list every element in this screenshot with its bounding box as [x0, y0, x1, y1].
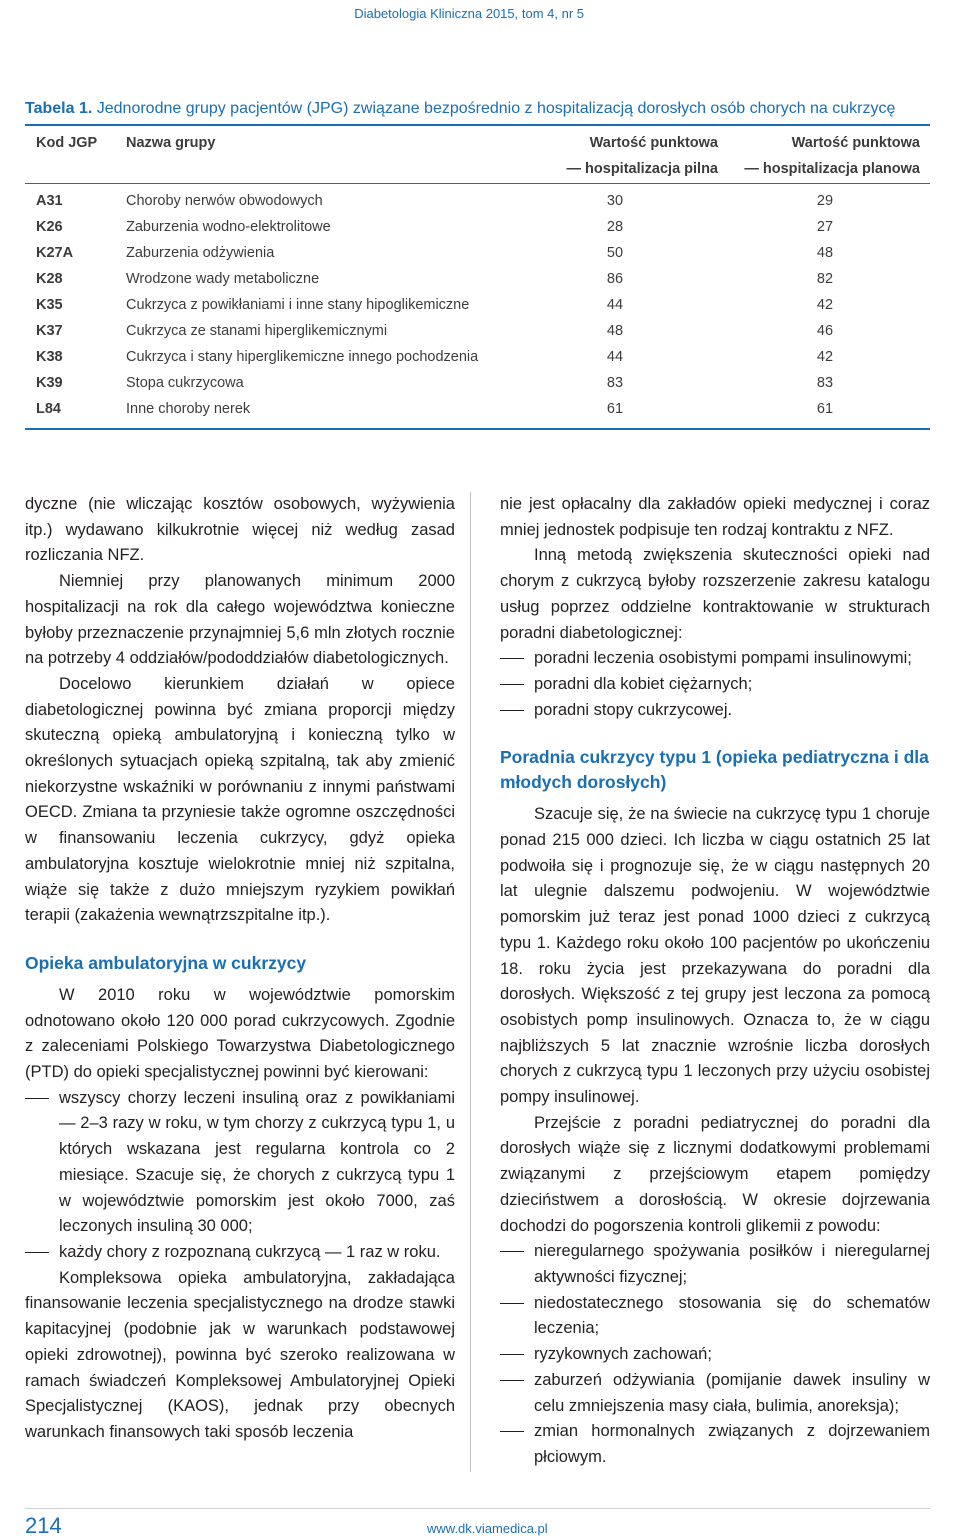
row-code: A31: [36, 193, 63, 209]
row-urgent: 44: [606, 297, 624, 313]
list-item-text: poradni leczenia osobistymi pompami insulinowymi;: [534, 649, 912, 668]
row-code: L84: [36, 401, 61, 417]
row-code: K28: [36, 271, 63, 287]
paragraph: Inną metodą zwiększenia skuteczności opieki nad chorym z cukrzycą byłoby rozszerzenie zakresu katalogu usług poprzez oddzielne kontraktowanie w strukturach poradni diabetologicznej:: [500, 546, 930, 642]
dash-icon: [500, 684, 524, 685]
list-item: [500, 1239, 930, 1290]
table-row: [25, 349, 930, 375]
row-name: Zaburzenia wodno-elektrolitowe: [126, 219, 331, 235]
dash-icon: [500, 1354, 524, 1355]
row-urgent: 86: [606, 271, 624, 287]
footer-url-link[interactable]: www.dk.viamedica.pl: [427, 1521, 548, 1536]
list-item: [500, 1291, 930, 1342]
row-urgent: 48: [606, 323, 624, 339]
row-name: Wrodzone wady metaboliczne: [126, 271, 320, 287]
list-item-text: wszyscy chorzy leczeni insuliną oraz z powikłaniami — 2–3 razy w roku, w tym chorzy z cukrzycą typu 1, u których wskazana jest regularna kontrola co 2 miesiące. Szacuje się, że chorych z cukrzycą typu 1 w województwie pomorskim jest około 7000, zaś leczonych insuliną 30 000;: [59, 1088, 455, 1236]
row-planned: 61: [816, 401, 834, 417]
list-item: [500, 1342, 930, 1368]
list-item: [500, 1419, 930, 1470]
row-code: K26: [36, 219, 63, 235]
list-item: [500, 1368, 930, 1419]
row-urgent: 83: [606, 375, 624, 391]
header-planned-line1: Wartość punktowa: [791, 135, 920, 151]
dash-list: [500, 646, 930, 723]
dash-icon: [25, 1098, 49, 1099]
row-urgent: 30: [606, 193, 624, 209]
row-planned: 29: [816, 193, 834, 209]
header-urgent-line2: — hospitalizacja pilna: [566, 161, 718, 177]
row-code: K39: [36, 375, 63, 391]
list-item-text: zaburzeń odżywiania (pomijanie dawek insuliny w celu zmniejszenia masy ciała, bulimia, anoreksja);: [534, 1370, 930, 1415]
table-caption: [25, 100, 935, 118]
paragraph: nie jest opłacalny dla zakładów opieki medycznej i coraz mniej jednostek podpisuje ten rodzaj kontraktu z NFZ.: [500, 495, 930, 539]
row-planned: 82: [816, 271, 834, 287]
table-row: [25, 271, 930, 297]
list-item-text: nieregularnego spożywania posiłków i nieregularnej aktywności fizycznej;: [534, 1242, 930, 1286]
table-row: [25, 401, 930, 427]
row-name: Zaburzenia odżywienia: [126, 245, 275, 261]
header-planned-line2: — hospitalizacja planowa: [744, 161, 920, 177]
row-planned: 46: [816, 323, 834, 339]
row-urgent: 61: [606, 401, 624, 417]
section-heading: Poradnia cukrzycy typu 1 (opieka pediatryczna i dla młodych dorosłych): [500, 747, 929, 793]
dash-icon: [500, 710, 524, 711]
right-column: [500, 492, 930, 1471]
table-row: [25, 375, 930, 401]
list-item-text: ryzykownych zachowań;: [534, 1345, 712, 1364]
header-urgent-line1: Wartość punktowa: [589, 135, 718, 151]
paragraph: Kompleksowa opieka ambulatoryjna, zakładająca finansowanie leczenia specjalistycznego na drodze stawki kapitacyjnej (podobnie jak w warunkach podstawowej opieki zdrowotnej), powinna być szeroko realizowana w ramach świadczeń Kompleksowej Ambulatoryjnej Opieki Specjalistycznej (KAOS), jednak przy obecnych warunkach finansowych taki sposób leczenia: [25, 1268, 455, 1441]
list-item: [25, 1086, 455, 1240]
list-item-text: niedostatecznego stosowania się do schematów leczenia;: [534, 1293, 930, 1338]
dash-list: [500, 1239, 930, 1470]
dash-icon: [500, 1251, 524, 1252]
row-planned: 42: [816, 297, 834, 313]
table-row: [25, 297, 930, 323]
dash-icon: [25, 1252, 49, 1253]
table-row: [25, 219, 930, 245]
row-name: Cukrzyca i stany hiperglikemiczne innego pochodzenia: [126, 349, 479, 365]
row-code: K27A: [36, 245, 74, 261]
table-row: [25, 193, 930, 219]
list-item: [25, 1240, 455, 1266]
row-code: K35: [36, 297, 63, 313]
section-heading: Opieka ambulatoryjna w cukrzycy: [25, 952, 307, 973]
page-number: 214: [25, 1513, 62, 1538]
table-row: [25, 323, 930, 349]
list-item: [500, 646, 930, 672]
row-name: Cukrzyca ze stanami hiperglikemicznymi: [126, 323, 388, 339]
row-name: Stopa cukrzycowa: [126, 375, 244, 391]
list-item-text: zmian hormonalnych związanych z dojrzewaniem płciowym.: [534, 1422, 930, 1466]
row-planned: 48: [816, 245, 834, 261]
table-rule-mid: [25, 183, 930, 184]
table-rule-top: [25, 124, 930, 126]
left-column: [25, 492, 455, 1446]
paragraph: Docelowo kierunkiem działań w opiece diabetologicznej powinna być zmiana proporcji między skuteczną opieką ambulatoryjną i konieczną tylko w określonych sytuacjach opieką szpitalną, tak aby zmienić niekorzystne wskaźniki w porównaniu z innymi państwami OECD. Zmiana ta przyniesie także ogromne oszczędności w finansowaniu leczenia cukrzycy, gdyż opieka ambulatoryjna kosztuje wielokrotnie mniej niż szpitalna, wiąże się także z dużo mniejszym ryzykiem powikłań terapii (zakażenia wewnątrzszpitalne itp.).: [25, 674, 455, 925]
footer-rule: [25, 1508, 930, 1509]
list-item: [500, 672, 930, 698]
row-planned: 83: [816, 375, 834, 391]
paragraph: Przejście z poradni pediatrycznej do poradni dla dorosłych wiąże się z licznymi dodatkowymi problemami związanymi z przejściowym etapem pomiędzy dzieciństwem a dorosłością. W okresie dojrzewania dochodzi do pogorszenia kontroli glikemii z powodu:: [500, 1113, 930, 1235]
dash-icon: [500, 658, 524, 659]
dash-icon: [500, 1303, 524, 1304]
list-item-text: każdy chory z rozpoznaną cukrzycą — 1 raz w roku.: [59, 1242, 441, 1261]
header-code: Kod JGP: [36, 135, 98, 151]
row-planned: 27: [816, 219, 834, 235]
column-divider: [470, 492, 471, 1472]
row-name: Choroby nerwów obwodowych: [126, 193, 323, 209]
list-item-text: poradni stopy cukrzycowej.: [534, 700, 733, 719]
running-header: Diabetologia Kliniczna 2015, tom 4, nr 5: [354, 6, 584, 21]
row-name: Cukrzyca z powikłaniami i inne stany hipoglikemiczne: [126, 297, 470, 313]
paragraph: W 2010 roku w województwie pomorskim odnotowano około 120 000 porad cukrzycowych. Zgodnie z zaleceniami Polskiego Towarzystwa Diabetologicznego (PTD) do opieki specjalistycznej powinni być kierowani:: [25, 985, 455, 1082]
row-urgent: 28: [606, 219, 624, 235]
row-name: Inne choroby nerek: [126, 401, 251, 417]
table-title: Jednorodne grupy pacjentów (JPG) związane bezpośrednio z hospitalizacją dorosłych osób chorych na cukrzycę: [96, 100, 896, 117]
row-planned: 42: [816, 349, 834, 365]
row-urgent: 44: [606, 349, 624, 365]
paragraph: dyczne (nie wliczając kosztów osobowych, wyżywienia itp.) wydawano kilkukrotnie więcej niż według zasad rozliczania NFZ.: [25, 495, 455, 565]
table-row: [25, 245, 930, 271]
row-urgent: 50: [606, 245, 624, 261]
paragraph: Szacuje się, że na świecie na cukrzycę typu 1 choruje ponad 215 000 dzieci. Ich liczba w ciągu ostatnich 25 lat podwoiła się i prognozuje się, że w ciągu następnych 20 lat ulegnie dalszemu podwojeniu. W województwie pomorskim już teraz jest ponad 1000 dzieci z cukrzycą typu 1. Każdego roku około 100 pacjentów po ukończeniu 18. roku życia jest przekazywana do poradni dla dorosłych. Większość z tej grupy jest leczona za pomocą osobistych pomp insulinowych. Oznacza to, że w ciągu najbliższych 5 lat znacznie wzrośnie liczba dorosłych chorych z cukrzycą typu 1 leczonych przy użyciu osobistej pompy insulinowej.: [500, 805, 930, 1107]
row-code: K37: [36, 323, 63, 339]
dash-icon: [500, 1380, 524, 1381]
dash-list: [25, 1086, 455, 1266]
list-item: [500, 698, 930, 724]
dash-icon: [500, 1431, 524, 1432]
row-code: K38: [36, 349, 63, 365]
header-name: Nazwa grupy: [126, 135, 216, 151]
paragraph: Niemniej przy planowanych minimum 2000 hospitalizacji na rok dla całego województwa konieczne byłoby przeznaczenie przynajmniej 5,6 mln złotych rocznie na potrzeby 4 oddziałów/pododdziałów diabetologicznych.: [25, 572, 455, 668]
list-item-text: poradni dla kobiet ciężarnych;: [534, 674, 753, 693]
table-label: Tabela 1.: [25, 100, 93, 117]
table-rule-bottom: [25, 428, 930, 430]
